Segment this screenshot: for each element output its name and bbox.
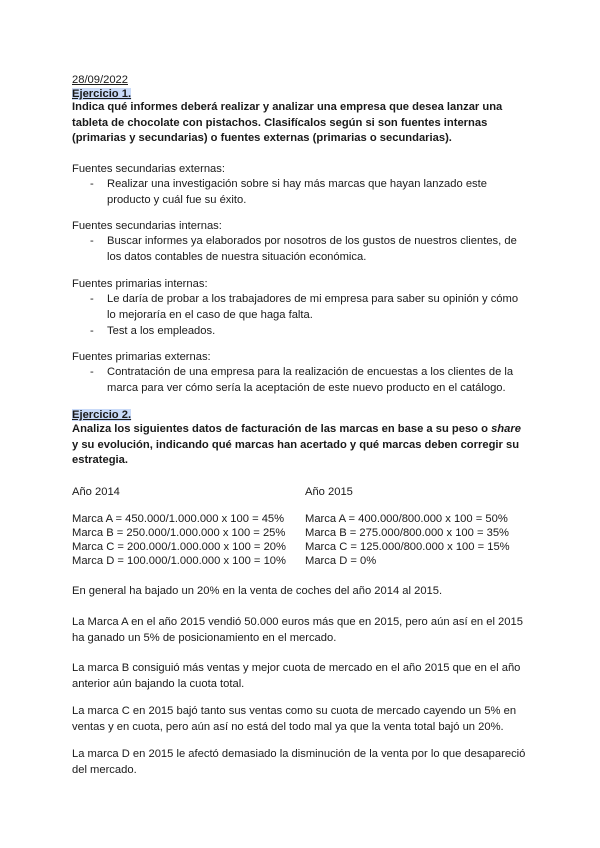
share-row: Marca C = 125.000/800.000 x 100 = 15% (305, 541, 510, 553)
section-secondary-external (72, 162, 528, 208)
analysis-paragraph: En general ha bajado un 20% en la venta de coches del año 2014 al 2015. (72, 585, 443, 597)
year-heading: Año 2015 (305, 486, 353, 498)
share-row: Marca B = 250.000/1.000.000 x 100 = 25% (72, 527, 286, 539)
section-list (72, 291, 528, 339)
list-item: - Test a los empleados. (107, 323, 528, 339)
year-2014-column (72, 485, 286, 568)
exercise-2-title (72, 408, 528, 422)
list-item: - Le daría de probar a los trabajadores de mi empresa para saber su opinión y cómo lo mejoraría en el caso de que haga falta. (107, 291, 528, 323)
analysis-paragraph: La marca B consiguió más ventas y mejor cuota de mercado en el año 2015 que en el año anterior aún bajando la cuota total. (72, 662, 521, 690)
exercise-1-question: Indica qué informes deberá realizar y analizar una empresa que desea lanzar una tableta de chocolate con pistachos. Clasifícalos según si son fuentes internas (primarias y secundarias) o fuentes externas (primarias o secundarias). (72, 101, 503, 144)
section-list (72, 364, 528, 396)
list-item: - Contratación de una empresa para la realización de encuestas a los clientes de la marca para ver cómo sería la aceptación de este nuevo producto en el catálogo. (107, 364, 528, 396)
list-item: - Realizar una investigación sobre si hay más marcas que hayan lanzado este producto y cuál fue su éxito. (107, 176, 528, 208)
share-row: Marca A = 450.000/1.000.000 x 100 = 45% (72, 513, 285, 525)
analysis-paragraph: La marca C en 2015 bajó tanto sus ventas como su cuota de mercado cayendo un 5% en ventas y en cuota, pero aún así no está del todo mal ya que la venta total bajó un 20%. (72, 705, 517, 733)
share-row: Marca D = 100.000/1.000.000 x 100 = 10% (72, 555, 286, 567)
question-text: Analiza los siguientes datos de facturación de las marcas en base a su peso o (72, 423, 492, 435)
share-row: Marca B = 275.000/800.000 x 100 = 35% (305, 527, 510, 539)
section-heading: Fuentes secundarias externas: (72, 163, 225, 175)
question-italic-term: share (491, 423, 521, 435)
question-text: y su evolución, indicando qué marcas han acertado y qué marcas deben corregir su estrategia. (72, 438, 520, 466)
section-list (72, 176, 528, 208)
share-row: Marca D = 0% (305, 555, 377, 567)
year-2015-column (305, 485, 510, 568)
exercise-2-question (72, 422, 528, 469)
analysis-paragraph: La Marca A en el año 2015 vendió 50.000 euros más que en 2015, pero aún así en el 2015 ha ganado un 5% de posicionamiento en el mercado. (72, 616, 523, 644)
year-heading: Año 2014 (72, 486, 120, 498)
exercise-1-title (72, 87, 528, 101)
section-heading: Fuentes primarias externas: (72, 351, 211, 363)
section-primary-external (72, 350, 528, 396)
exercise-1-title-text: Ejercicio 1. (72, 88, 132, 100)
section-heading: Fuentes secundarias internas: (72, 220, 222, 232)
section-primary-internal (72, 277, 528, 339)
section-list (72, 233, 528, 265)
share-row: Marca A = 400.000/800.000 x 100 = 50% (305, 513, 508, 525)
document-date: 28/09/2022 (72, 74, 128, 86)
exercise-2-title-text: Ejercicio 2. (72, 409, 132, 421)
share-row: Marca C = 200.000/1.000.000 x 100 = 20% (72, 541, 286, 553)
list-item: - Buscar informes ya elaborados por nosotros de los gustos de nuestros clientes, de los datos contables de nuestra situación económica. (107, 233, 528, 265)
analysis-paragraph: La marca D en 2015 le afectó demasiado la disminución de la venta por lo que desapareció del mercado. (72, 748, 526, 776)
section-secondary-internal (72, 219, 528, 265)
section-heading: Fuentes primarias internas: (72, 278, 208, 290)
